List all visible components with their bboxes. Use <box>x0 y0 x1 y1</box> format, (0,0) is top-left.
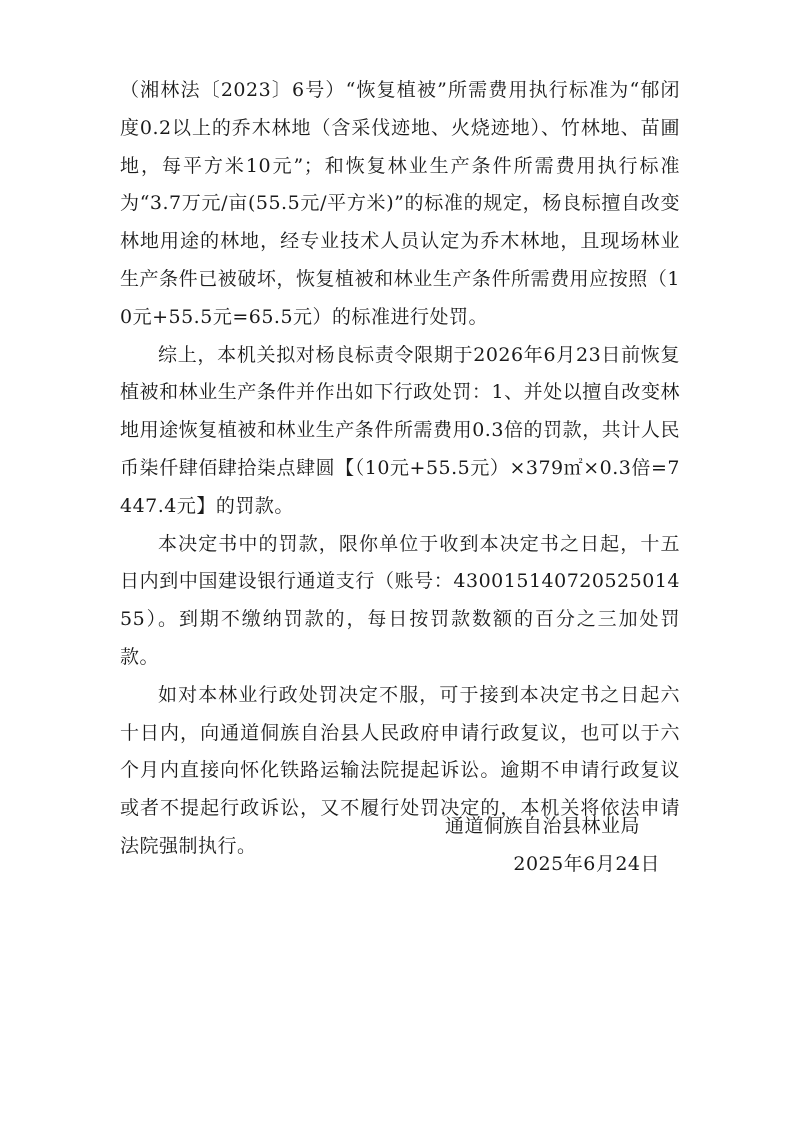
paragraph-penalty-decision: 综上，本机关拟对杨良标责令限期于2026年6月23日前恢复植被和林业生产条件并作出如下行政处罚：1、并处以擅自改变林地用途恢复植被和林业生产条件所需费用0.3倍的罚款，共计人民币柒仟肆佰肆拾柒点肆圆【（10元+55.5元）×379㎡×0.3倍=7447.4元】的罚款。 <box>120 343 680 517</box>
signature-date: 2025年6月24日 <box>513 852 660 875</box>
signature-organization: 通道侗族自治县林业局 <box>444 815 640 837</box>
document-body <box>120 72 680 866</box>
paragraph-fee-standard: （湘林法〔2023〕6号）“恢复植被”所需费用执行标准为“郁闭度0.2以上的乔木林地（含采伐迹地、火烧迹地）、竹林地、苗圃地，每平方米10元”；和恢复林业生产条件所需费用执行标准为“3.7万元/亩(55.5元/平方米)”的标准的规定，杨良标擅自改变林地用途的林地，经专业技术人员认定为乔木林地，且现场林业生产条件已被破坏，恢复植被和林业生产条件所需费用应按照（10元+55.5元=65.5元）的标准进行处罚。 <box>120 79 680 328</box>
signature-block <box>120 808 660 884</box>
paragraph-appeal-rights: 如对本林业行政处罚决定不服，可于接到本决定书之日起六十日内，向通道侗族自治县人民政府申请行政复议，也可以于六个月内直接向怀化铁路运输法院提起诉讼。逾期不申请行政复议或者不提起行政诉讼，又不履行处罚决定的，本机关将依法申请法院强制执行。 <box>120 683 680 857</box>
paragraph-payment-instructions: 本决定书中的罚款，限你单位于收到本决定书之日起，十五日内到中国建设银行通道支行（账号：43001514072052501455）。到期不缴纳罚款的，每日按罚款数额的百分之三加处罚款。 <box>120 532 680 668</box>
